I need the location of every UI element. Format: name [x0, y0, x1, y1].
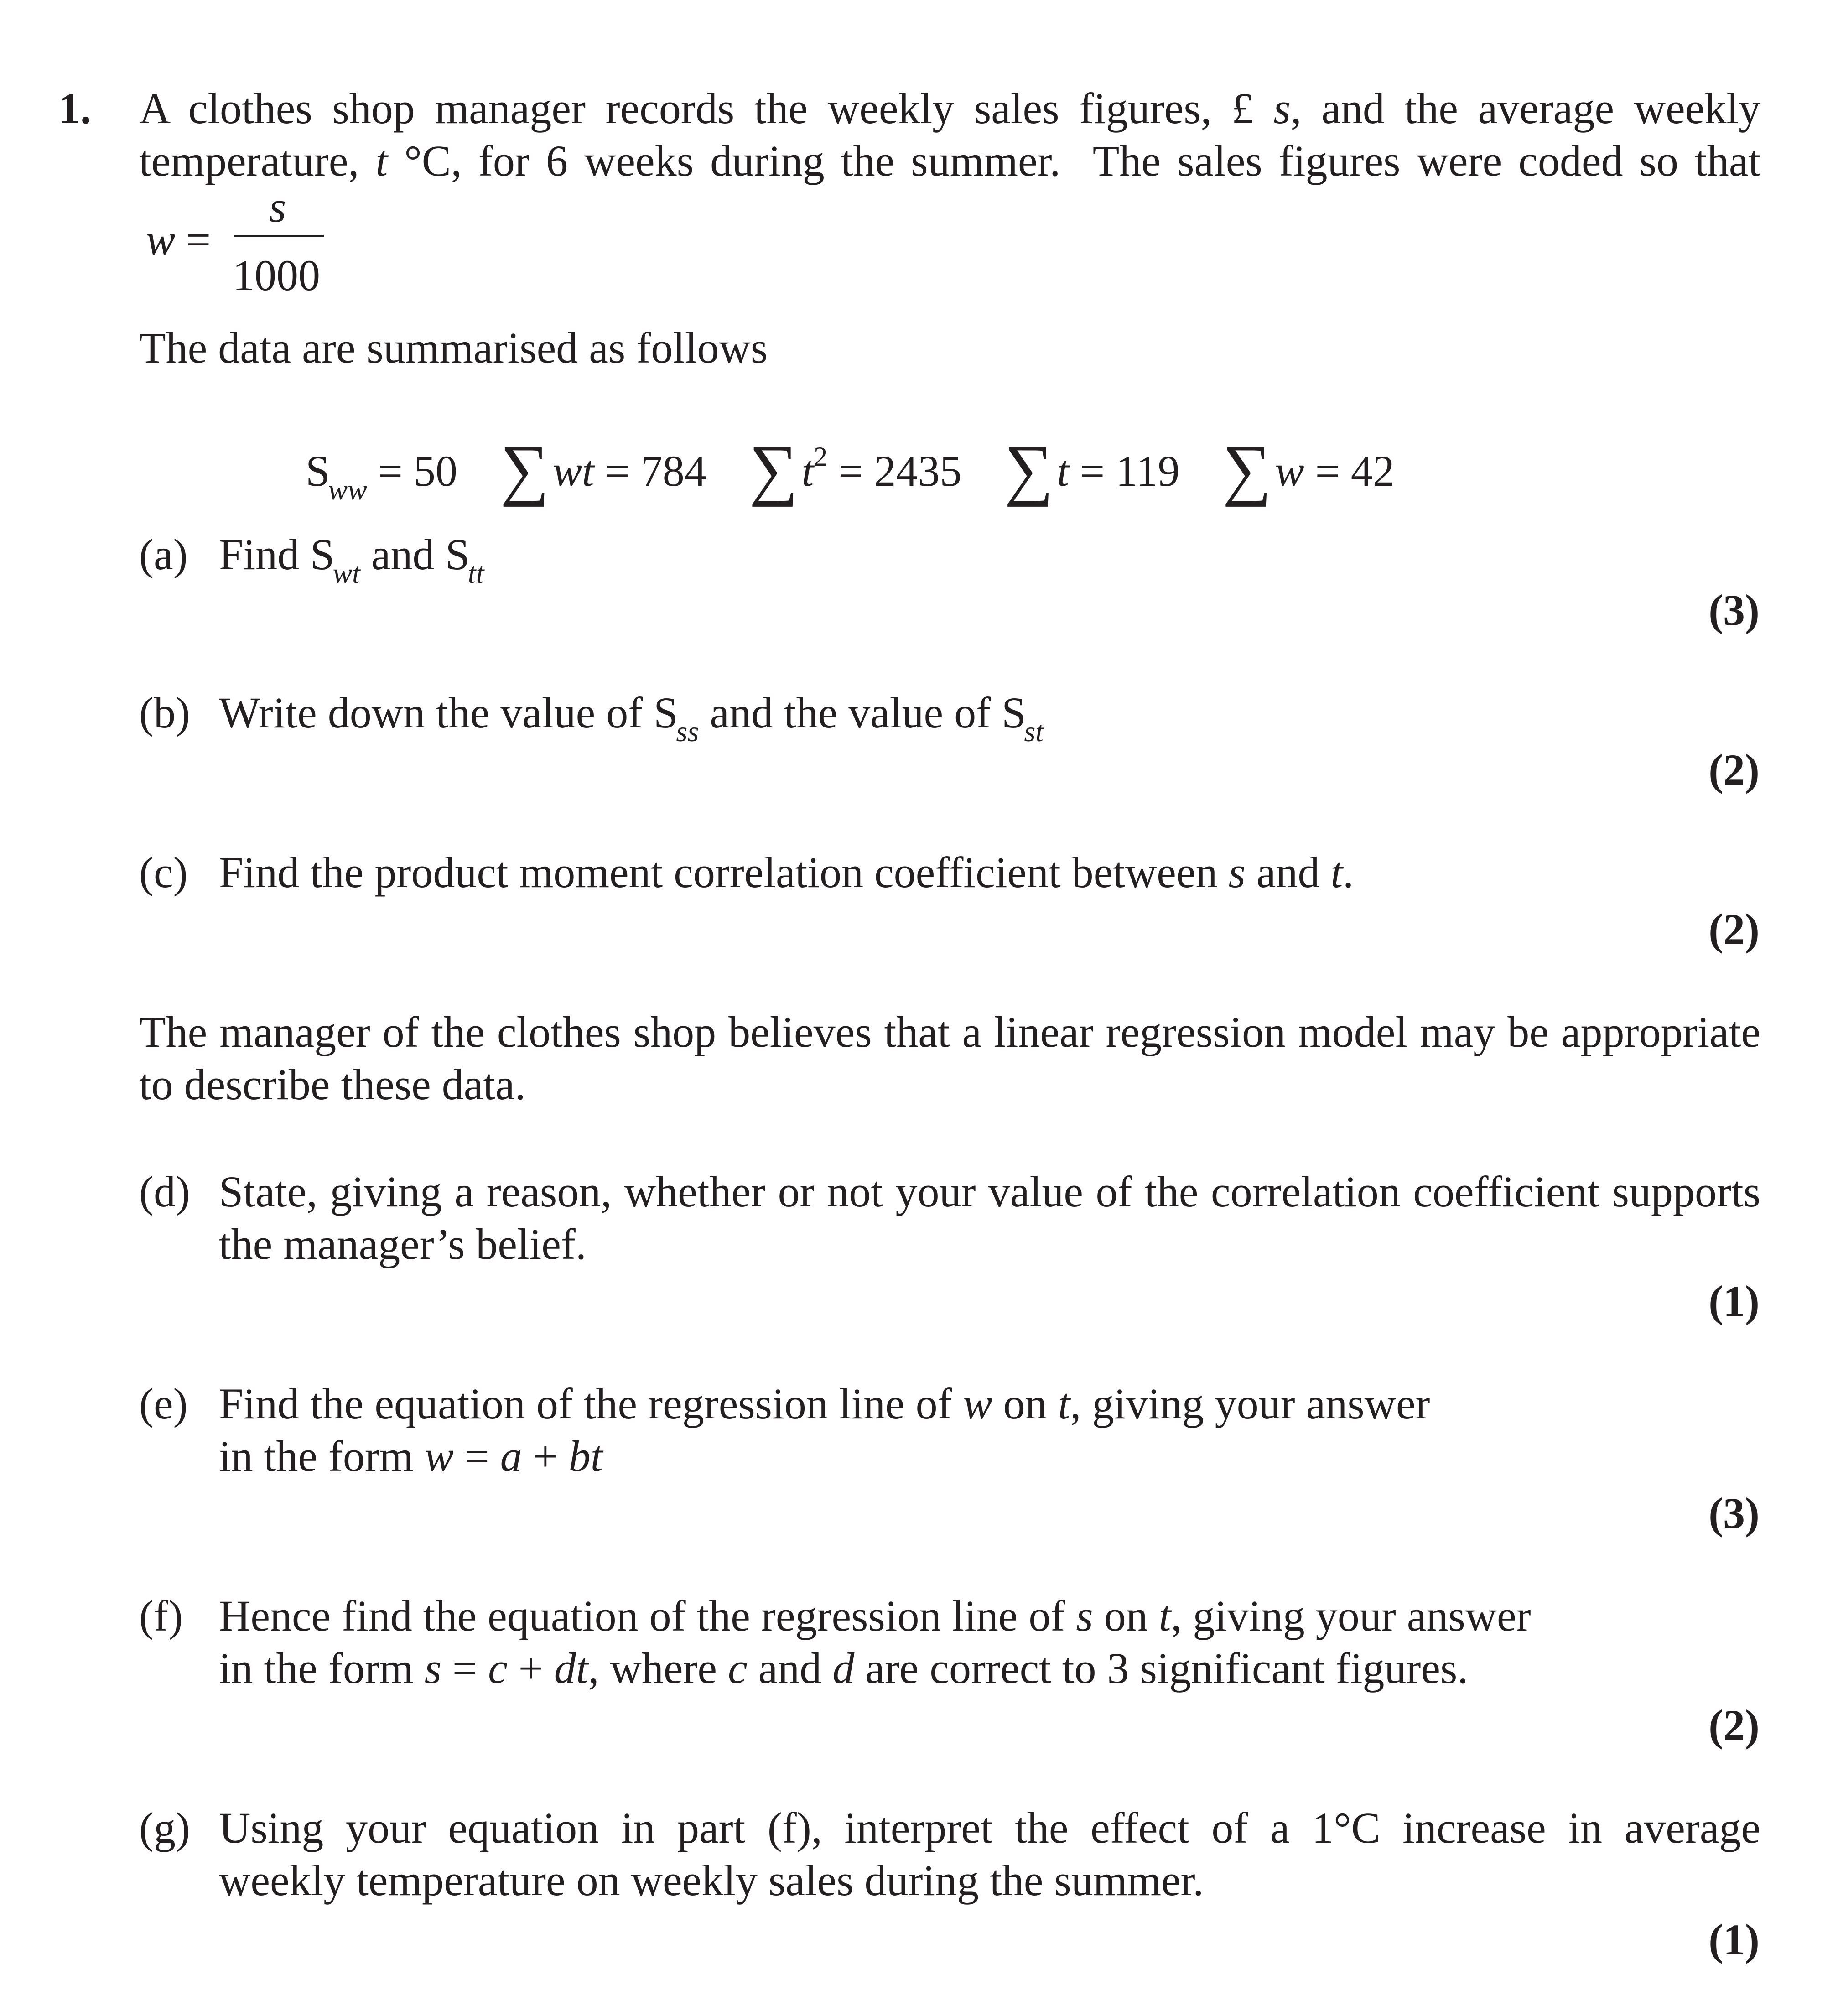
part-g-text-1: Using your equation in part (f), interpret the effect of a 1°C increase in average — [219, 1803, 1760, 1852]
part-g-text-2: weekly temperature on weekly sales during the summer. — [219, 1856, 1204, 1905]
question-number: 1. — [58, 84, 91, 133]
part-g-marks: (1) — [1708, 1915, 1760, 1964]
part-f-text-2: in the form s = c + dt, where c and d are correct to 3 significant figures. — [219, 1644, 1469, 1693]
coding-numerator: s — [269, 182, 286, 231]
intro-line-2: temperature, t °C, for 6 weeks during the summer. The sales figures were coded so that — [139, 136, 1761, 185]
part-e-text-1: Find the equation of the regression line of w on t, giving your answer — [219, 1379, 1430, 1428]
stat-st2: $\sum t^2 = 2435$ — [749, 431, 962, 507]
stat-sww: $S_{ww} = 50$ — [306, 447, 457, 506]
stat-sw: ∑w = 42 — [1222, 431, 1395, 507]
sigma-icon: ∑ — [500, 431, 549, 507]
fraction-bar — [234, 235, 324, 237]
model-line-2: to describe these data. — [139, 1060, 526, 1109]
sigma-icon: ∑ — [749, 431, 798, 507]
part-d-text-2: the manager’s belief. — [219, 1220, 587, 1268]
part-e-marks: (3) — [1708, 1489, 1760, 1538]
sigma-icon: ∑ — [1222, 431, 1272, 507]
part-c-text: Find the product moment correlation coefficient between s and t. — [219, 848, 1354, 897]
intro-line-1: A clothes shop manager records the weekly sales figures, £ s, and the average weekly — [139, 84, 1761, 133]
part-d-text-1: State, giving a reason, whether or not your value of the correlation coefficient supports — [219, 1167, 1760, 1216]
stat-swt: ∑wt = 784 — [500, 431, 706, 507]
part-f-marks: (2) — [1708, 1701, 1760, 1750]
part-b-label: (b) — [139, 688, 190, 737]
coding-denominator: 1000 — [233, 251, 320, 300]
part-a-marks: (3) — [1708, 586, 1760, 634]
part-g-label: (g) — [139, 1803, 190, 1852]
part-c-marks: (2) — [1708, 905, 1760, 954]
part-d-marks: (1) — [1708, 1277, 1760, 1325]
stat-st: ∑t = 119 — [1004, 431, 1180, 507]
part-a-label: (a) — [139, 530, 188, 579]
part-e-text-2: in the form w = a + bt — [219, 1432, 603, 1481]
part-a-text: Find $S_{wt}$ and $S_{tt}$ — [219, 530, 484, 589]
sigma-icon: ∑ — [1004, 431, 1054, 507]
part-c-label: (c) — [139, 848, 188, 897]
model-line-1: The manager of the clothes shop believes that a linear regression model may be appropriate — [139, 1008, 1760, 1056]
part-f-label: (f) — [139, 1591, 183, 1640]
part-b-text: Write down the value of $S_{ss}$ and the value of $S_{st}$ — [219, 688, 1044, 748]
summary-intro: The data are summarised as follows — [139, 323, 768, 372]
summary-statistics — [306, 429, 1395, 507]
part-f-text-1: Hence find the equation of the regression line of s on t, giving your answer — [219, 1591, 1531, 1640]
coding-lhs: w = — [146, 215, 211, 264]
part-b-marks: (2) — [1708, 745, 1760, 794]
part-e-label: (e) — [139, 1379, 188, 1428]
part-d-label: (d) — [139, 1167, 190, 1216]
